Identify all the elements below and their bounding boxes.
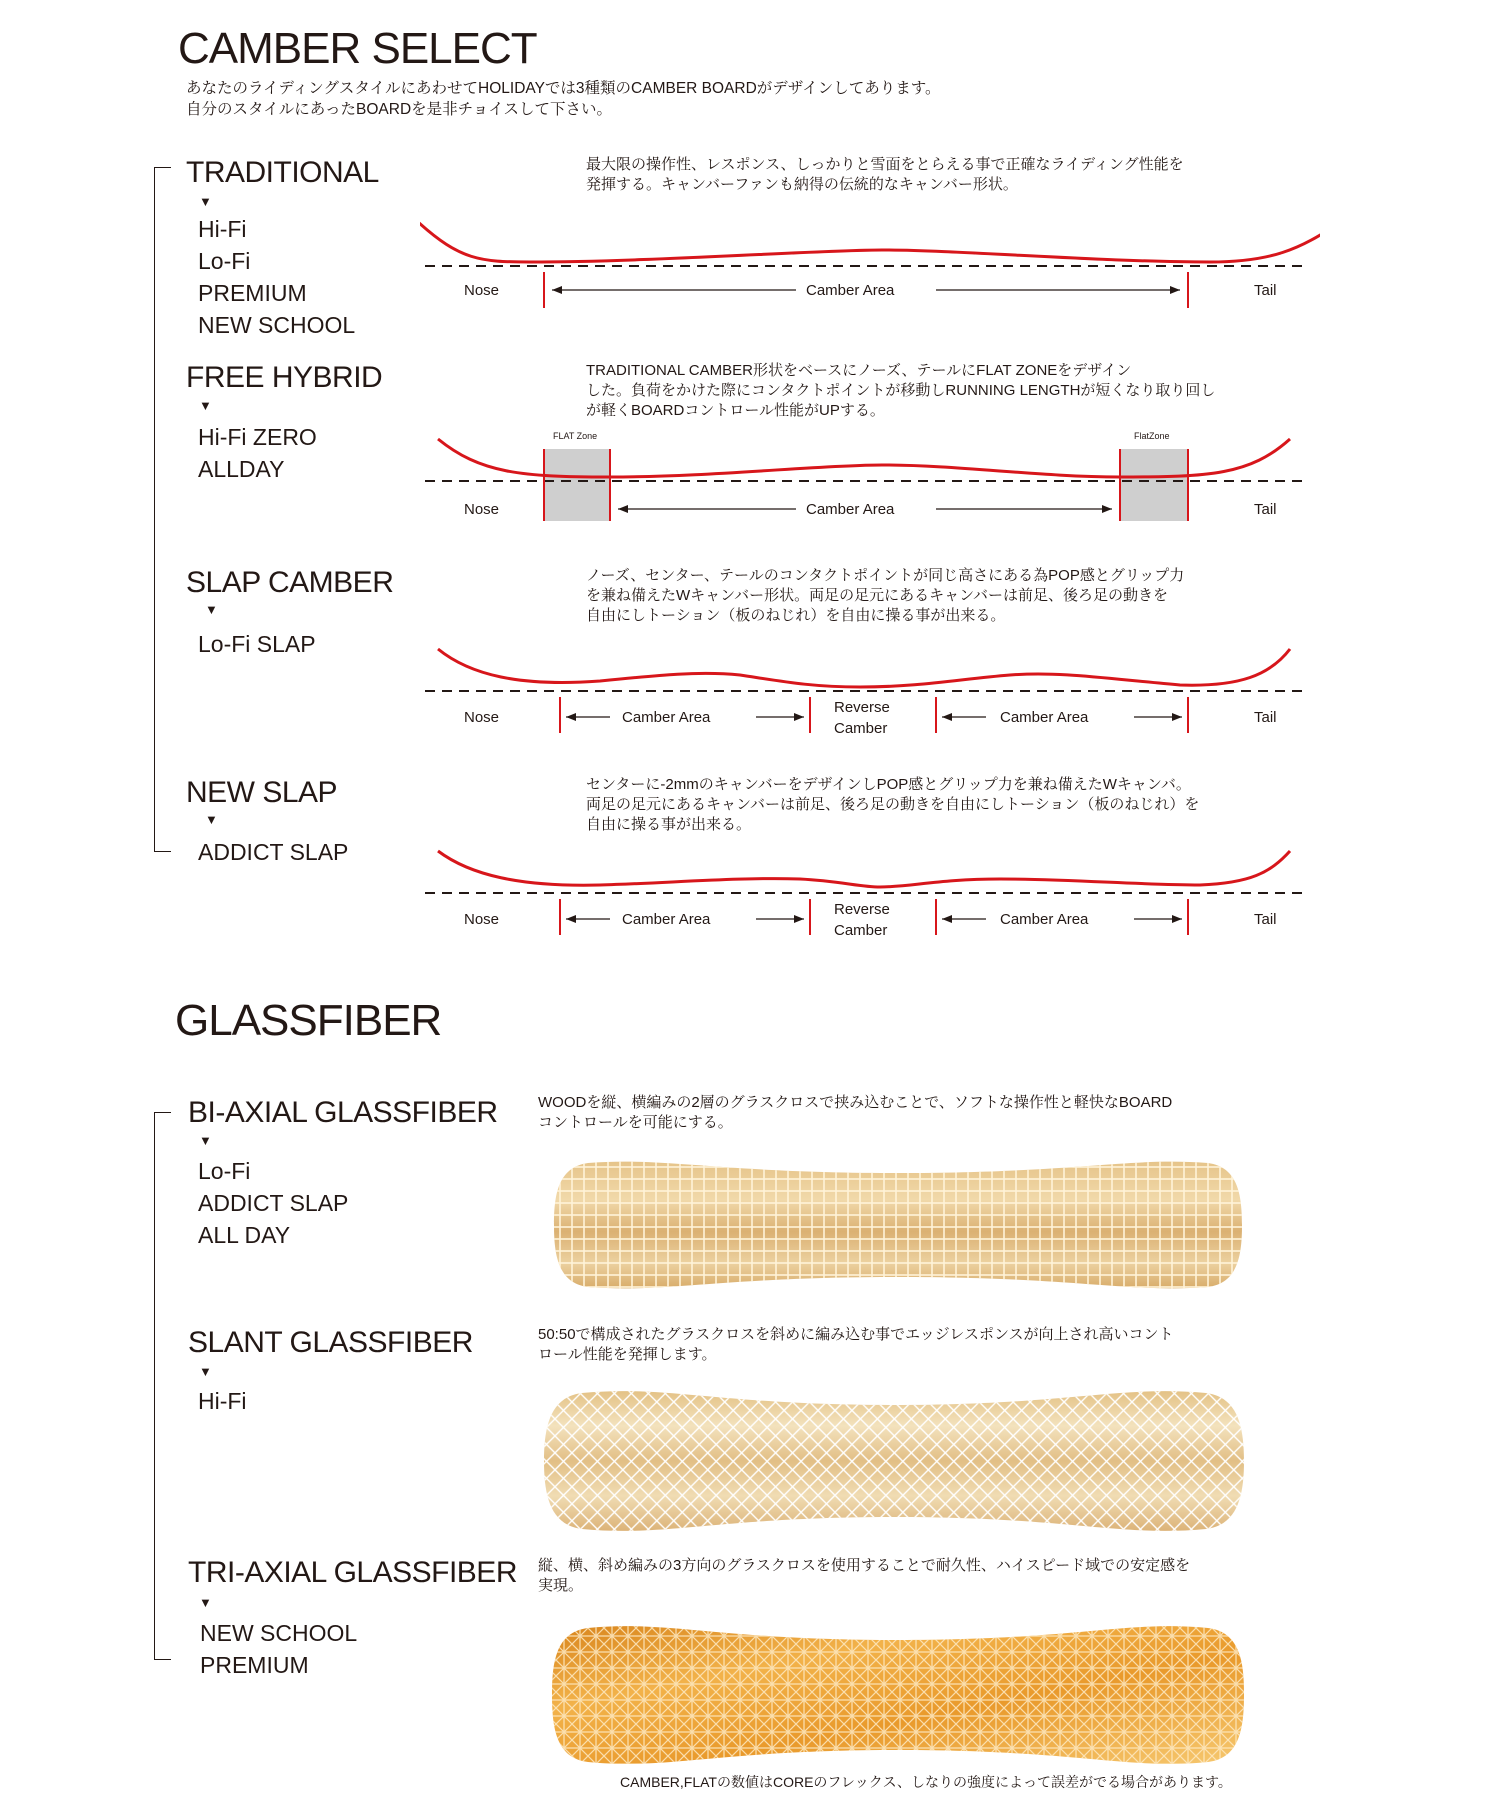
model-item: Lo-Fi (198, 248, 251, 274)
arrow-head (1102, 505, 1112, 513)
flat-zone-right (1120, 449, 1188, 521)
camber-area-label: Camber Area (1000, 709, 1089, 726)
camber-profile-curve (420, 222, 1320, 262)
free-hybrid-camber-diagram (420, 425, 1320, 535)
model-item: NEW SCHOOL (198, 312, 356, 338)
down-triangle-icon: ▼ (205, 812, 218, 827)
model-item: Lo-Fi SLAP (198, 631, 316, 657)
section-description (538, 1325, 1174, 1365)
fiber-grid (544, 1391, 1244, 1531)
section-description (586, 566, 1184, 626)
model-list (198, 1155, 348, 1251)
model-item: ADDICT SLAP (198, 1190, 349, 1216)
nose-label: Nose (464, 911, 500, 928)
section-title: SLAP CAMBER (186, 566, 394, 599)
arrow-head (794, 713, 804, 721)
description-line: 縦、横、斜め編みの3方向のグラスクロスを使用することで耐久性、ハイスピード域での安定感を (538, 1557, 1191, 1574)
model-item: Hi-Fi ZERO (198, 424, 317, 450)
model-item: PREMIUM (198, 280, 307, 306)
flat-zone-label: FLAT Zone (553, 431, 598, 441)
reverse-camber-label: Reverse (834, 699, 890, 716)
tail-label: Tail (1254, 501, 1277, 518)
model-item: ALL DAY (198, 1222, 291, 1248)
fiber-grid (554, 1162, 1242, 1289)
camber-area-label: Camber Area (806, 282, 895, 299)
arrow-head (942, 915, 952, 923)
new-slap-camber-diagram (420, 837, 1320, 952)
nose-label: Nose (464, 501, 500, 518)
model-list (198, 836, 348, 868)
section-title: SLANT GLASSFIBER (188, 1326, 473, 1359)
reverse-camber-label: Reverse (834, 901, 890, 918)
arrow-head (942, 713, 952, 721)
nose-label: Nose (464, 282, 500, 299)
camber-area-label: Camber Area (1000, 911, 1089, 928)
description-line: 発揮する。キャンバーファンも納得の伝統的なキャンバー形状。 (586, 176, 1018, 193)
section-title: TRADITIONAL (186, 156, 379, 189)
camber-profile-curve (438, 851, 1290, 887)
down-triangle-icon: ▼ (199, 398, 212, 413)
camber-intro-line: 自分のスタイルにあったBOARDを是非チョイスして下さい。 (186, 101, 613, 118)
reverse-camber-label: Camber (834, 922, 888, 939)
description-line: 最大限の操作性、レスポンス、しっかりと雪面をとらえる事で正確なライディング性能を (586, 156, 1184, 173)
down-triangle-icon: ▼ (199, 1133, 212, 1148)
nose-label: Nose (464, 709, 500, 726)
down-triangle-icon: ▼ (199, 194, 212, 209)
model-list (198, 213, 355, 341)
section-description (586, 775, 1199, 835)
flat-zone-left (544, 449, 610, 521)
reverse-camber-label: Camber (834, 720, 888, 737)
model-list (198, 1385, 247, 1417)
model-list (198, 628, 316, 660)
camber-profile-curve (438, 649, 1290, 687)
description-line: ロール性能を発揮します。 (538, 1346, 717, 1363)
description-line: を兼ね備えたWキャンバー形状。両足の足元にあるキャンバーは前足、後ろ足の動きを (586, 587, 1169, 604)
model-item: Hi-Fi (198, 1388, 247, 1414)
description-line: 自由に操る事が出来る。 (586, 816, 752, 833)
camber-intro-line: あなたのライディングスタイルにあわせてHOLIDAYでは3種類のCAMBER BOARDがデザインしてあります。 (186, 80, 941, 97)
section-description (586, 155, 1184, 195)
description-line: 実現。 (538, 1577, 584, 1594)
section-description (538, 1556, 1190, 1596)
tri-axial-board-image (548, 1620, 1248, 1770)
arrow-head (794, 915, 804, 923)
section-description (538, 1093, 1172, 1133)
camber-bracket (154, 167, 171, 852)
description-line: 両足の足元にあるキャンバーは前足、後ろ足の動きを自由にしトーション（板のねじれ）を (586, 796, 1200, 813)
flat-zone-label: FlatZone (1134, 431, 1170, 441)
model-item: ALLDAY (198, 456, 285, 482)
arrow-head (1170, 286, 1180, 294)
traditional-camber-diagram (420, 210, 1320, 320)
description-line: TRADITIONAL CAMBER形状をベースにノーズ、テールにFLAT ZONEをデザイン (586, 362, 1132, 379)
description-line: WOODを縦、横編みの2層のグラスクロスで挟み込むことで、ソフトな操作性と軽快なBOARD (538, 1094, 1173, 1111)
section-description (586, 361, 1215, 421)
arrow-head (1172, 713, 1182, 721)
camber-area-label: Camber Area (806, 501, 895, 518)
arrow-head (566, 915, 576, 923)
arrow-head (566, 713, 576, 721)
glassfiber-bracket (154, 1112, 171, 1660)
section-title: FREE HYBRID (186, 361, 383, 394)
camber-area-label: Camber Area (622, 709, 711, 726)
tail-label: Tail (1254, 911, 1277, 928)
description-line: センターに-2mmのキャンバーをデザインしPOP感とグリップ力を兼ね備えたWキャンバ。 (586, 776, 1191, 793)
down-triangle-icon: ▼ (205, 602, 218, 617)
bi-axial-board-image (548, 1155, 1248, 1295)
section-title: NEW SLAP (186, 776, 338, 809)
model-list (200, 1617, 357, 1681)
footnote: CAMBER,FLATの数値はCOREのフレックス、しなりの強度によって誤差がでる場合があります。 (620, 1774, 1232, 1790)
slant-board-image (538, 1385, 1250, 1537)
fiber-grid (552, 1626, 1244, 1764)
down-triangle-icon: ▼ (199, 1595, 212, 1610)
camber-area-label: Camber Area (622, 911, 711, 928)
arrow-head (1172, 915, 1182, 923)
tail-label: Tail (1254, 282, 1277, 299)
description-line: 50:50で構成されたグラスクロスを斜めに編み込む事でエッジレスポンスが向上され高いコント (538, 1326, 1174, 1343)
description-line: コントロールを可能にする。 (538, 1114, 733, 1131)
down-triangle-icon: ▼ (199, 1364, 212, 1379)
arrow-head (618, 505, 628, 513)
model-item: PREMIUM (200, 1652, 309, 1678)
model-item: Lo-Fi (198, 1158, 251, 1184)
tail-label: Tail (1254, 709, 1277, 726)
description-line: が軽くBOARDコントロール性能がUPする。 (586, 402, 885, 419)
model-item: ADDICT SLAP (198, 839, 349, 865)
description-line: した。負荷をかけた際にコンタクトポイントが移動しRUNNING LENGTHが短くなり取り回し (586, 382, 1216, 399)
camber-title: CAMBER SELECT (178, 24, 537, 73)
camber-intro (186, 78, 940, 120)
description-line: ノーズ、センター、テールのコンタクトポイントが同じ高さにある為POP感とグリップ力 (586, 567, 1185, 584)
slap-camber-diagram (420, 635, 1320, 750)
description-line: 自由にしトーション（板のねじれ）を自由に操る事が出来る。 (586, 607, 1006, 624)
model-item: NEW SCHOOL (200, 1620, 358, 1646)
model-list (198, 421, 317, 485)
glassfiber-title: GLASSFIBER (175, 996, 442, 1045)
arrow-head (552, 286, 562, 294)
section-title: TRI-AXIAL GLASSFIBER (188, 1556, 517, 1589)
model-item: Hi-Fi (198, 216, 247, 242)
section-title: BI-AXIAL GLASSFIBER (188, 1096, 498, 1129)
